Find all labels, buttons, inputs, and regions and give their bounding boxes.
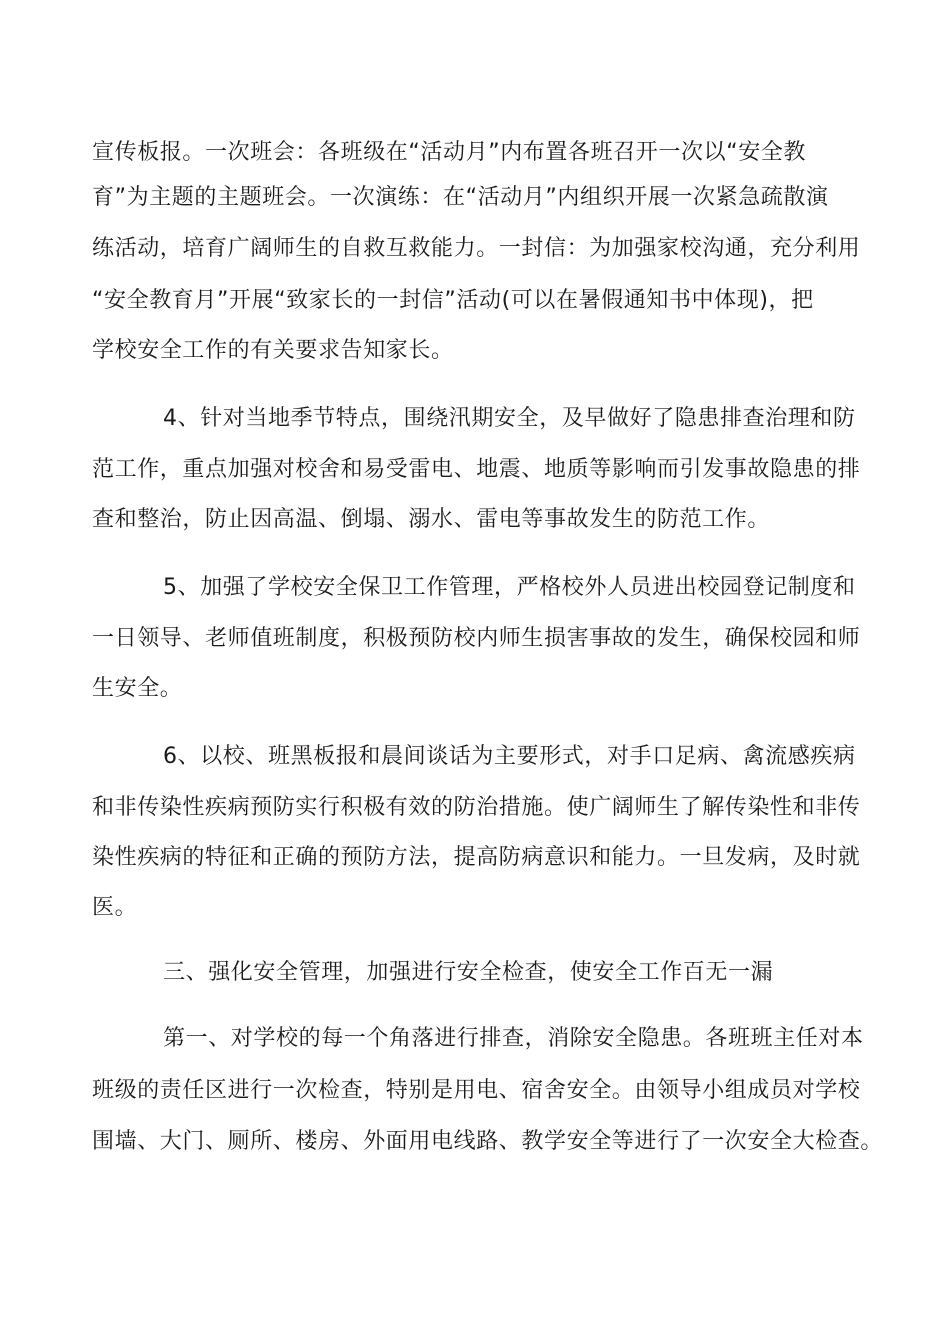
text-line: 4、针对当地季节特点，围绕汛期安全，及早做好了隐患排查治理和防	[163, 406, 856, 431]
text-line: 6、以校、班黑板报和晨间谈话为主要形式，对手口足病、禽流感疾病	[163, 744, 856, 769]
text-line: 第一、对学校的每一个角落进行排查，消除安全隐患。各班班主任对本	[163, 1026, 864, 1051]
text-line: 班级的责任区进行一次检查，特别是用电、宿舍安全。由领导小组成员对学校	[92, 1078, 861, 1103]
text-line: 练活动，培育广阔师生的自救互救能力。一封信：为加强家校沟通，充分利用	[92, 236, 861, 261]
text-line: 学校安全工作的有关要求告知家长。	[92, 338, 454, 363]
text-line: 医。	[92, 895, 138, 920]
section-heading: 三、强化安全管理，加强进行安全检查，使安全工作百无一漏	[163, 960, 774, 985]
text-line: 范工作，重点加强对校舍和易受雷电、地震、地质等影响而引发事故隐患的排	[92, 457, 861, 482]
text-line: 查和整治，防止因高温、倒塌、溺水、雷电等事故发生的防范工作。	[92, 507, 771, 532]
text-line: 一日领导、老师值班制度，积极预防校内师生损害事故的发生，确保校园和师	[92, 626, 861, 651]
text-line: 5、加强了学校安全保卫工作管理，严格校外人员进出校园登记制度和	[163, 575, 856, 600]
text-line: 生安全。	[92, 676, 183, 701]
text-line: “安全教育月”开展“致家长的一封信”活动(可以在暑假通知书中体现)，把	[92, 288, 814, 313]
text-line: 育”为主题的主题班会。一次演练：在“活动月”内组织开展一次紧急疏散演	[92, 185, 829, 210]
text-line: 染性疾病的特征和正确的预防方法，提高防病意识和能力。一旦发病，及时就	[92, 845, 861, 870]
text-line: 宣传板报。一次班会：各班级在“活动月”内布置各班召开一次以“安全教	[92, 140, 806, 165]
text-line: 和非传染性疾病预防实行积极有效的防治措施。使广阔师生了解传染性和非传	[92, 795, 861, 820]
text-line: 围墙、大门、厕所、楼房、外面用电线路、教学安全等进行了一次安全大检查。	[92, 1129, 884, 1154]
